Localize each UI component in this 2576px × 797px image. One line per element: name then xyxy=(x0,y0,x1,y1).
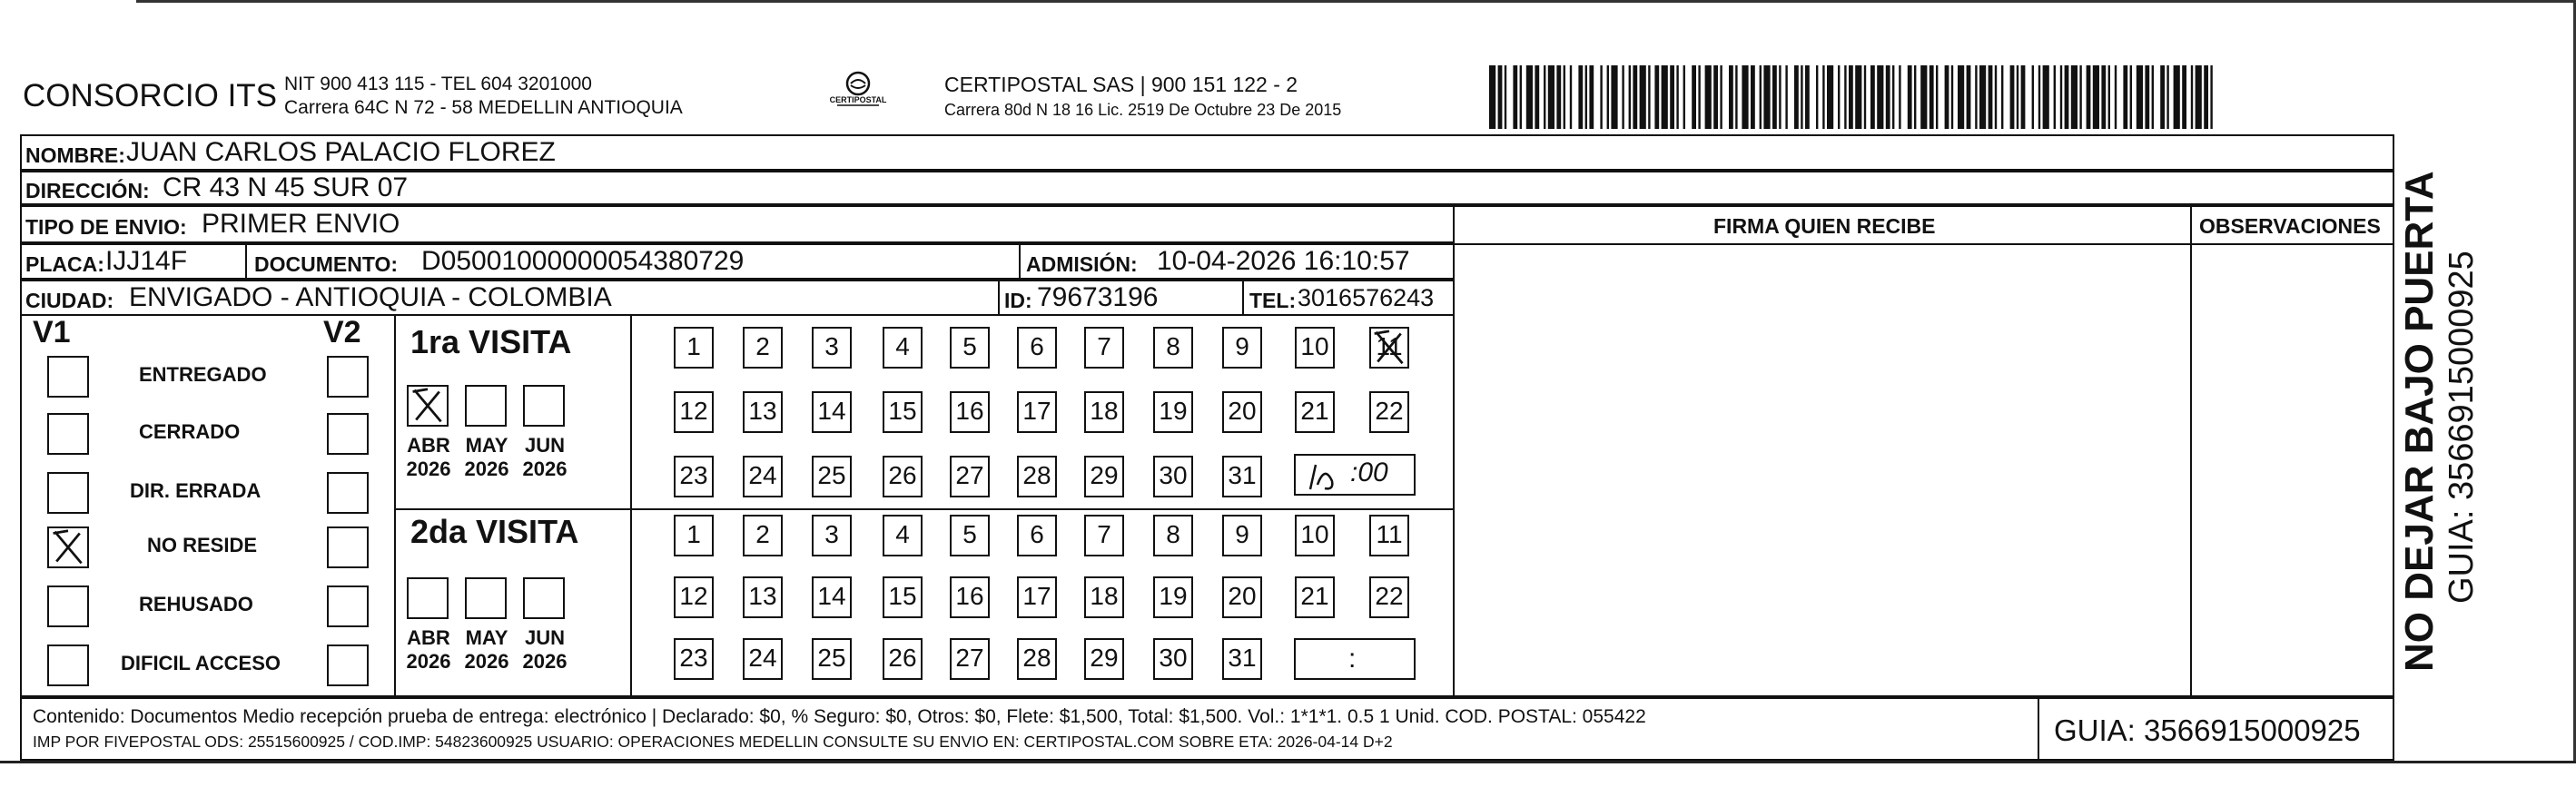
barcode-bar xyxy=(2087,65,2091,129)
barcode-bar xyxy=(1589,65,1594,129)
direccion-value: CR 43 N 45 SUR 07 xyxy=(163,172,409,202)
v2-label: V2 xyxy=(323,315,361,349)
barcode-bar xyxy=(1951,65,1953,129)
divider xyxy=(394,508,1455,510)
day-box[interactable]: 10 xyxy=(1295,515,1335,556)
year-label: 2026 xyxy=(464,650,509,673)
month-checkbox[interactable] xyxy=(407,577,449,619)
day-box[interactable]: 21 xyxy=(1295,391,1335,433)
bottom-border xyxy=(0,761,2576,763)
barcode-bar xyxy=(2079,65,2081,129)
observaciones-label: OBSERVACIONES xyxy=(2199,214,2381,238)
month-label: MAY xyxy=(465,434,508,457)
status-option-label: DIR. ERRADA xyxy=(130,479,262,502)
barcode-bar xyxy=(2065,65,2069,129)
month-checkbox[interactable] xyxy=(523,385,565,427)
firma-area xyxy=(1453,205,2394,697)
barcode-bar xyxy=(2174,65,2180,129)
day-box[interactable]: 23 xyxy=(674,638,714,680)
day-box[interactable]: 9 xyxy=(1222,515,1262,556)
barcode-bar xyxy=(2137,65,2143,129)
barcode-bar xyxy=(2160,65,2165,129)
barcode-bar xyxy=(1498,65,1503,129)
barcode-bar xyxy=(1844,65,1846,129)
barcode-bar xyxy=(1760,65,1762,129)
day-box[interactable]: 5 xyxy=(950,515,990,556)
day-box[interactable]: 13 xyxy=(743,391,783,433)
barcode-bar xyxy=(2210,65,2212,129)
v1-checkbox[interactable] xyxy=(47,472,89,514)
day-box[interactable]: 2 xyxy=(743,327,783,369)
day-box[interactable]: 31 xyxy=(1222,456,1262,497)
day-box[interactable]: 28 xyxy=(1017,638,1057,680)
divider xyxy=(630,316,632,697)
barcode-bar xyxy=(2145,65,2149,129)
barcode-bar xyxy=(1640,65,1646,129)
day-box[interactable]: 16 xyxy=(950,576,990,618)
documento-value: D05001000000054380729 xyxy=(421,246,745,276)
day-box[interactable]: 20 xyxy=(1222,391,1262,433)
barcode-bar xyxy=(1995,65,1997,129)
column-divider xyxy=(2190,207,2192,697)
id-label: ID: xyxy=(1004,289,1032,312)
barcode-bar xyxy=(1914,65,1916,129)
footer-line-1: Contenido: Documentos Medio recepción prueba de entrega: electrónico | Declarado: $0, % Seguro: $0, Otros: $0, Flete: $1,500, Total: $1,500. Vol.: 1*1*1. 0.5 1 Unid. COD. POSTAL: 055422 xyxy=(33,706,1646,727)
barcode-bar xyxy=(1648,65,1650,129)
barcode-bar xyxy=(2130,65,2132,129)
barcode xyxy=(1489,65,2216,129)
barcode-bar xyxy=(1794,65,1799,129)
barcode-bar xyxy=(1779,65,1781,129)
barcode-bar xyxy=(1979,65,1986,129)
day-box[interactable]: 14 xyxy=(812,576,852,618)
barcode-bar xyxy=(2060,65,2062,129)
barcode-bar xyxy=(2166,65,2168,129)
footer xyxy=(20,697,2394,761)
year-label: 2026 xyxy=(522,650,568,673)
check-mark-icon xyxy=(49,528,87,566)
barcode-bar xyxy=(2054,65,2056,129)
barcode-bar xyxy=(1505,65,1506,129)
no-dejar-bajo-puerta: NO DEJAR BAJO PUERTA xyxy=(2397,171,2442,672)
firma-label: FIRMA QUIEN RECIBE xyxy=(1713,214,1936,238)
v1-checkbox[interactable] xyxy=(47,644,89,686)
divider xyxy=(1242,281,1244,316)
barcode-bar xyxy=(1535,65,1539,129)
month-label: JUN xyxy=(524,626,565,649)
year-label: 2026 xyxy=(464,458,509,480)
day-box[interactable]: 5 xyxy=(950,327,990,369)
v2-checkbox[interactable] xyxy=(327,644,369,686)
barcode-bar xyxy=(1683,65,1685,129)
day-box[interactable]: 10 xyxy=(1295,327,1335,369)
tipo-row xyxy=(20,205,1455,243)
direccion-row xyxy=(20,171,2394,205)
day-box[interactable]: 27 xyxy=(950,456,990,497)
barcode-bar xyxy=(1654,65,1659,129)
barcode-bar xyxy=(1513,65,1517,129)
footer-line-2: IMP POR FIVEPOSTAL ODS: 25515600925 / COD.IMP: 54823600925 USUARIO: OPERACIONES MEDELLIN CONSULTE SU ENVIO EN: CERTIPOSTAL.COM SOBRE ETA: 2026-04-14 D+2 xyxy=(33,733,1393,751)
barcode-bar xyxy=(2108,65,2110,129)
barcode-bar xyxy=(1526,65,1533,129)
day-box[interactable]: 24 xyxy=(743,456,783,497)
year-label: 2026 xyxy=(406,650,451,673)
day-box[interactable]: 17 xyxy=(1017,391,1057,433)
barcode-bar xyxy=(1827,65,1833,129)
day-box[interactable]: 26 xyxy=(883,456,923,497)
barcode-bar xyxy=(2010,65,2015,129)
v2-checkbox[interactable] xyxy=(327,413,369,455)
barcode-bar xyxy=(1751,65,1755,129)
barcode-bar xyxy=(1920,65,1927,129)
barcode-bar xyxy=(2001,65,2003,129)
barcode-bar xyxy=(1870,65,1875,129)
admision-value: 10-04-2026 16:10:57 xyxy=(1157,246,1410,276)
v2-checkbox[interactable] xyxy=(327,526,369,568)
second-visit-title: 2da VISITA xyxy=(410,513,579,550)
first-visit-time-box[interactable] xyxy=(1294,454,1416,496)
barcode-bar xyxy=(1713,65,1718,129)
barcode-bar xyxy=(1822,65,1824,129)
barcode-bar xyxy=(1864,65,1866,129)
barcode-bar xyxy=(1735,65,1737,129)
month-checkbox[interactable] xyxy=(465,577,507,619)
barcode-bar xyxy=(1676,65,1678,129)
month-label: MAY xyxy=(465,626,508,649)
barcode-bar xyxy=(2101,65,2106,129)
status-option-label: NO RESIDE xyxy=(147,534,258,556)
status-option-label: DIFICIL ACCESO xyxy=(121,652,281,674)
day-box[interactable]: 8 xyxy=(1153,327,1193,369)
barcode-bar xyxy=(1936,65,1938,129)
nombre-label: NOMBRE: xyxy=(25,143,125,167)
tel-label: TEL: xyxy=(1249,289,1297,312)
day-box[interactable]: 26 xyxy=(883,638,923,680)
divider xyxy=(2038,699,2039,761)
day-box[interactable]: 12 xyxy=(674,576,714,618)
tel-value: 3016576243 xyxy=(1298,284,1435,311)
barcode-bar xyxy=(1729,65,1733,129)
barcode-bar xyxy=(1908,65,1912,129)
barcode-bar xyxy=(2093,65,2099,129)
day-box[interactable]: 9 xyxy=(1222,327,1262,369)
barcode-bar xyxy=(2152,65,2154,129)
barcode-bar xyxy=(1899,65,1900,129)
barcode-bar xyxy=(2196,65,2202,129)
id-value: 79673196 xyxy=(1037,282,1159,312)
day-box[interactable]: 28 xyxy=(1017,456,1057,497)
day-box[interactable]: 31 xyxy=(1222,638,1262,680)
day-box[interactable]: 19 xyxy=(1153,391,1193,433)
day-box[interactable]: 23 xyxy=(674,456,714,497)
day-box[interactable]: 13 xyxy=(743,576,783,618)
day-box[interactable]: 1 xyxy=(674,515,714,556)
barcode-bar xyxy=(1520,65,1522,129)
barcode-bar xyxy=(1622,65,1624,129)
barcode-bar xyxy=(1564,65,1565,129)
barcode-bar xyxy=(1607,65,1609,129)
barcode-bar xyxy=(1801,65,1802,129)
barcode-bar xyxy=(1611,65,1617,129)
status-option-label: ENTREGADO xyxy=(139,363,267,386)
barcode-bar xyxy=(2191,65,2193,129)
status-option-label: CERRADO xyxy=(139,420,241,443)
month-label: ABR xyxy=(407,434,450,457)
check-mark-icon xyxy=(1371,329,1407,367)
barcode-bar xyxy=(1692,65,1696,129)
day-box[interactable]: 21 xyxy=(1295,576,1335,618)
company-name: CONSORCIO ITS xyxy=(23,78,278,113)
direccion-label: DIRECCIÓN: xyxy=(25,179,150,202)
month-label: ABR xyxy=(407,626,450,649)
day-box[interactable]: 11 xyxy=(1369,515,1409,556)
barcode-bar xyxy=(1544,65,1545,129)
first-visit-time: :00 xyxy=(1350,458,1388,487)
handwritten-10 xyxy=(1305,459,1341,494)
side-guia: GUIA: 3566915000925 xyxy=(2443,251,2481,604)
tipo-label: TIPO DE ENVIO: xyxy=(25,215,187,239)
barcode-bar xyxy=(1585,65,1587,129)
month-label: JUN xyxy=(524,434,565,457)
admision-label: ADMISIÓN: xyxy=(1026,252,1138,276)
barcode-bar xyxy=(1930,65,1934,129)
placa-label: PLACA: xyxy=(25,252,104,276)
barcode-bar xyxy=(1886,65,1890,129)
day-box[interactable]: 15 xyxy=(883,576,923,618)
barcode-bar xyxy=(1989,65,1993,129)
divider xyxy=(245,245,247,280)
barcode-bar xyxy=(1849,65,1853,129)
day-box[interactable]: 27 xyxy=(950,638,990,680)
barcode-bar xyxy=(1489,65,1495,129)
day-box[interactable]: 4 xyxy=(883,327,923,369)
day-box[interactable]: 25 xyxy=(812,456,852,497)
day-box[interactable]: 17 xyxy=(1017,576,1057,618)
logo-label: CERTIPOSTAL xyxy=(829,95,887,104)
header-divider xyxy=(1455,243,2394,245)
divider xyxy=(1019,245,1021,280)
day-box[interactable]: 7 xyxy=(1084,515,1124,556)
barcode-bar xyxy=(2017,65,2018,129)
barcode-bar xyxy=(1877,65,1883,129)
barcode-bar xyxy=(1945,65,1949,129)
nombre-value: JUAN CARLOS PALACIO FLOREZ xyxy=(126,137,556,167)
day-box[interactable]: 24 xyxy=(743,638,783,680)
v1-label: V1 xyxy=(33,315,71,349)
v1-checkbox[interactable] xyxy=(47,585,89,627)
ciudad-value: ENVIGADO - ANTIOQUIA - COLOMBIA xyxy=(129,282,612,312)
day-box[interactable]: 29 xyxy=(1084,456,1124,497)
barcode-bar xyxy=(2043,65,2049,129)
nit-line: NIT 900 413 115 - TEL 604 3201000 xyxy=(284,74,592,94)
year-label: 2026 xyxy=(406,458,451,480)
v1-checkbox[interactable] xyxy=(47,413,89,455)
barcode-bar xyxy=(1742,65,1748,129)
barcode-bar xyxy=(2032,65,2034,129)
v1-checkbox[interactable] xyxy=(47,356,89,398)
day-box[interactable]: 8 xyxy=(1153,515,1193,556)
address-line: Carrera 64C N 72 - 58 MEDELLIN ANTIOQUIA xyxy=(284,97,683,118)
barcode-bar xyxy=(1556,65,1561,129)
footer-guia: GUIA: 3566915000925 xyxy=(2054,713,2361,747)
placa-row xyxy=(20,243,1455,280)
barcode-bar xyxy=(1570,65,1572,129)
barcode-bar xyxy=(1578,65,1583,129)
day-box[interactable]: 29 xyxy=(1084,638,1124,680)
placa-value: IJJ14F xyxy=(105,246,188,276)
year-label: 2026 xyxy=(522,458,568,480)
day-box[interactable]: 20 xyxy=(1222,576,1262,618)
barcode-bar xyxy=(1670,65,1674,129)
company-info xyxy=(284,73,683,120)
day-box[interactable]: 7 xyxy=(1084,327,1124,369)
month-checkbox[interactable] xyxy=(465,385,507,427)
barcode-bar xyxy=(1698,65,1700,129)
cert-line-1: CERTIPOSTAL SAS | 900 151 122 - 2 xyxy=(944,73,1298,96)
day-box[interactable]: 25 xyxy=(812,638,852,680)
day-box[interactable]: 2 xyxy=(743,515,783,556)
barcode-bar xyxy=(1763,65,1770,129)
day-box[interactable]: 1 xyxy=(674,327,714,369)
day-box[interactable]: 30 xyxy=(1153,638,1193,680)
ciudad-label: CIUDAD: xyxy=(25,289,114,312)
barcode-bar xyxy=(1662,65,1668,129)
barcode-bar xyxy=(1838,65,1840,129)
day-box[interactable]: 19 xyxy=(1153,576,1193,618)
barcode-bar xyxy=(1785,65,1787,129)
day-box[interactable]: 30 xyxy=(1153,456,1193,497)
certipostal-info xyxy=(944,73,1341,120)
first-visit-title: 1ra VISITA xyxy=(410,323,572,360)
barcode-bar xyxy=(2204,65,2208,129)
month-checkbox[interactable] xyxy=(407,385,449,427)
day-box[interactable]: 4 xyxy=(883,515,923,556)
barcode-bar xyxy=(2071,65,2078,129)
tipo-value: PRIMER ENVIO xyxy=(202,209,400,239)
ciudad-row xyxy=(20,280,1455,316)
certipostal-logo xyxy=(826,69,890,114)
month-checkbox[interactable] xyxy=(523,577,565,619)
barcode-bar xyxy=(1958,65,1964,129)
day-box[interactable]: 6 xyxy=(1017,327,1057,369)
barcode-bar xyxy=(1967,65,1971,129)
barcode-bar xyxy=(1772,65,1777,129)
barcode-bar xyxy=(1548,65,1554,129)
barcode-bar xyxy=(1855,65,1861,129)
day-box[interactable]: 18 xyxy=(1084,576,1124,618)
barcode-bar xyxy=(2038,65,2040,129)
day-box[interactable]: 3 xyxy=(812,327,852,369)
day-box[interactable]: 16 xyxy=(950,391,990,433)
day-box[interactable]: 11 xyxy=(1369,327,1409,369)
cert-line-2: Carrera 80d N 18 16 Lic. 2519 De Octubre 23 De 2015 xyxy=(944,101,1342,119)
day-box[interactable]: 15 xyxy=(883,391,923,433)
barcode-bar xyxy=(1600,65,1602,129)
day-box[interactable]: 22 xyxy=(1369,576,1409,618)
second-visit-time-box[interactable] xyxy=(1294,638,1416,680)
v2-checkbox[interactable] xyxy=(327,472,369,514)
barcode-bar xyxy=(1633,65,1637,129)
v2-checkbox[interactable] xyxy=(327,356,369,398)
divider xyxy=(998,281,1000,316)
barcode-bar xyxy=(2123,65,2127,129)
check-mark-icon xyxy=(409,387,447,425)
day-box[interactable]: 22 xyxy=(1369,391,1409,433)
barcode-bar xyxy=(1975,65,1977,129)
day-box[interactable]: 18 xyxy=(1084,391,1124,433)
barcode-bar xyxy=(1892,65,1894,129)
barcode-bar xyxy=(1805,65,1810,129)
second-visit-time: : xyxy=(1348,644,1357,674)
documento-label: DOCUMENTO: xyxy=(254,252,399,276)
barcode-bar xyxy=(2182,65,2186,129)
nombre-row xyxy=(20,134,2394,171)
day-box[interactable]: 6 xyxy=(1017,515,1057,556)
barcode-bar xyxy=(1720,65,1722,129)
status-option-label: REHUSADO xyxy=(139,593,253,615)
v2-checkbox[interactable] xyxy=(327,585,369,627)
barcode-bar xyxy=(1629,65,1631,129)
day-box[interactable]: 14 xyxy=(812,391,852,433)
day-box[interactable]: 3 xyxy=(812,515,852,556)
top-border xyxy=(136,0,2576,3)
barcode-bar xyxy=(2115,65,2117,129)
barcode-bar xyxy=(1705,65,1712,129)
barcode-bar xyxy=(1816,65,1818,129)
barcode-bar xyxy=(2021,65,2026,129)
v1-checkbox[interactable] xyxy=(47,526,89,568)
day-box[interactable]: 12 xyxy=(674,391,714,433)
